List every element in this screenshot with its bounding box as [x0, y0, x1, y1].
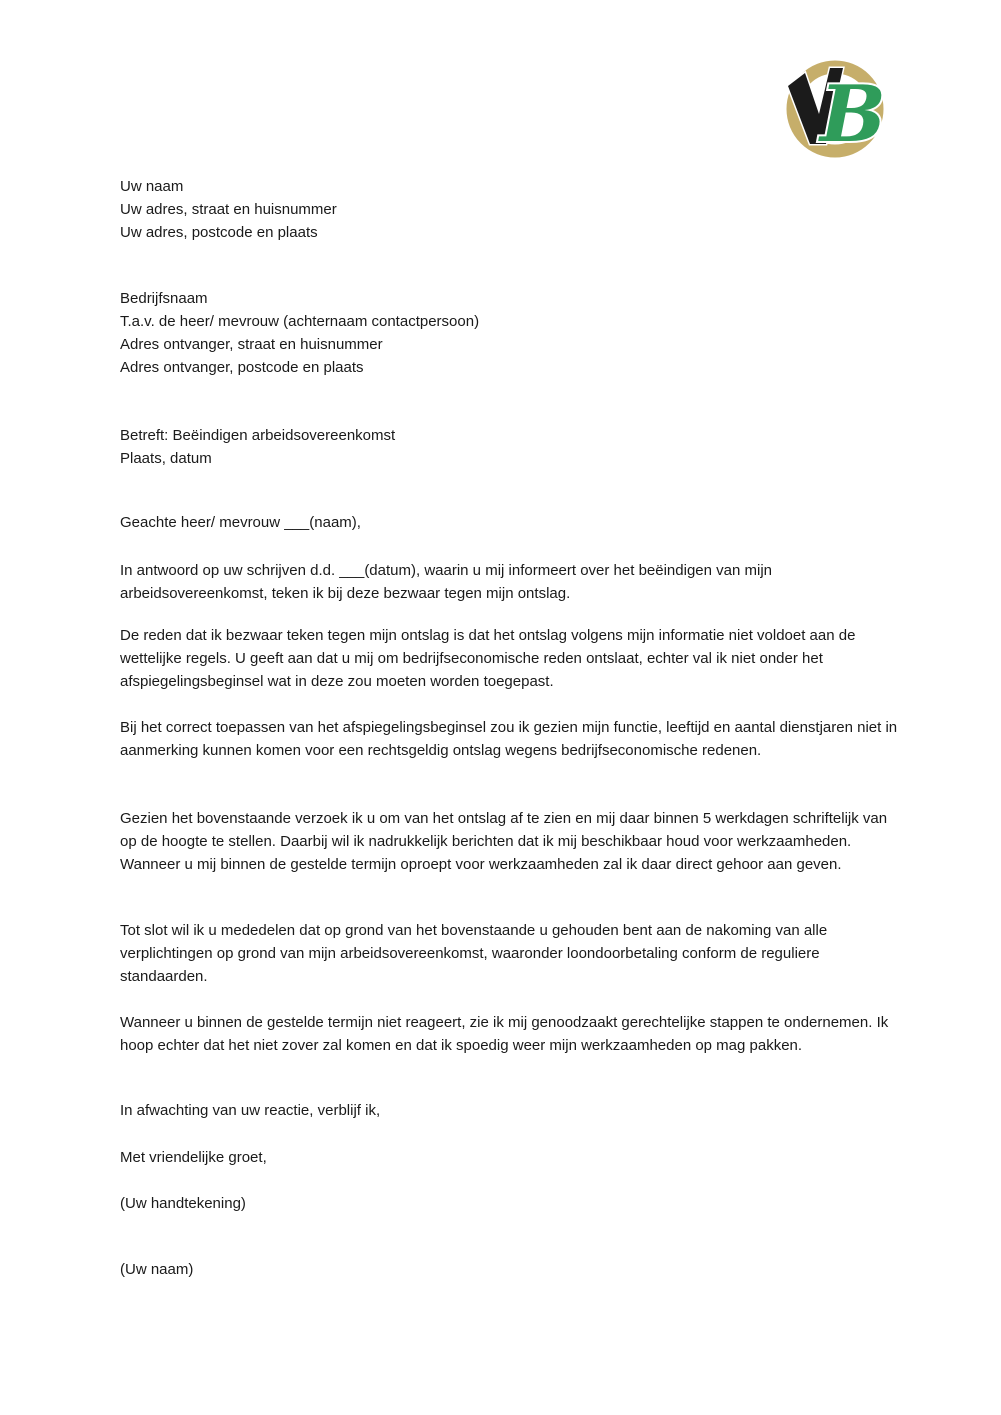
logo-letter-b: B	[820, 69, 886, 160]
closing-text: (Uw naam)	[120, 1261, 194, 1278]
paragraph-text: Bij het correct toepassen van het afspiegelingsbeginsel zou ik gezien mijn functie, leeftijd en aantal dienstjaren niet in aanmerking kunnen komen voor een rechtsgeldig ontslag wegens bedrijfseconomische redenen.	[120, 719, 898, 759]
body-paragraph	[120, 919, 900, 988]
closing-text: Met vriendelijke groet,	[120, 1149, 267, 1166]
paragraph-text: In antwoord op uw schrijven d.d. ___(datum), waarin u mij informeert over het beëindigen van mijn arbeidsovereenkomst, teken ik bij deze bezwaar tegen mijn ontslag.	[120, 562, 773, 602]
paragraph-text: Wanneer u binnen de gestelde termijn niet reageert, zie ik mij genoodzaakt gerechtelijke stappen te ondernemen. Ik hoop echter dat het niet zover zal komen en dat ik spoedig weer mijn werkzaamheden op mag pakken.	[120, 1014, 889, 1054]
signature-placeholder	[120, 1192, 900, 1215]
body-paragraph	[120, 624, 900, 693]
body-paragraph	[120, 1011, 900, 1057]
sender-street: Uw adres, straat en huisnummer	[120, 201, 337, 218]
name-placeholder	[120, 1258, 900, 1281]
recipient-address-block	[120, 287, 900, 379]
recipient-street: Adres ontvanger, straat en huisnummer	[120, 336, 383, 353]
sender-address-block	[120, 175, 900, 244]
recipient-city: Adres ontvanger, postcode en plaats	[120, 359, 364, 376]
closing-text: In afwachting van uw reactie, verblijf ik,	[120, 1102, 381, 1119]
sender-name: Uw naam	[120, 178, 184, 195]
company-logo	[780, 58, 890, 160]
salutation	[120, 511, 900, 534]
paragraph-text: De reden dat ik bezwaar teken tegen mijn ontslag is dat het ontslag volgens mijn informatie niet voldoet aan de wettelijke regels. U geeft aan dat u mij om bedrijfseconomische reden ontslaat, echter val ik niet onder het afspiegelingsbeginsel wat in deze zou moeten worden toegepast.	[120, 627, 856, 690]
body-paragraph	[120, 559, 900, 605]
paragraph-text: Gezien het bovenstaande verzoek ik u om van het ontslag af te zien en mij daar binnen 5 werkdagen schriftelijk van op de hoogte te stellen. Daarbij wil ik nadrukkelijk berichten dat ik mij beschikbaar houd voor werkzaamheden. Wanneer u mij binnen de gestelde termijn oproept voor werkzaamheden zal ik daar direct gehoor aan geven.	[120, 810, 888, 873]
body-paragraph	[120, 807, 900, 876]
paragraph-text: Tot slot wil ik u mededelen dat op grond van het bovenstaande u gehouden bent aan de nakoming van alle verplichtingen op grond van mijn arbeidsovereenkomst, waaronder loondoorbetaling conform de reguliere standaarden.	[120, 922, 828, 985]
closing-awaiting-line	[120, 1099, 900, 1122]
recipient-attention: T.a.v. de heer/ mevrouw (achternaam contactpersoon)	[120, 313, 480, 330]
subject-block	[120, 424, 900, 470]
body-paragraph	[120, 716, 900, 762]
salutation-line: Geachte heer/ mevrouw ___(naam),	[120, 514, 361, 531]
closing-text: (Uw handtekening)	[120, 1195, 246, 1212]
recipient-company: Bedrijfsnaam	[120, 290, 208, 307]
subject-line: Betreft: Beëindigen arbeidsovereenkomst	[120, 427, 396, 444]
sender-city: Uw adres, postcode en plaats	[120, 224, 318, 241]
closing-regards-line	[120, 1146, 900, 1169]
place-date-line: Plaats, datum	[120, 450, 212, 467]
